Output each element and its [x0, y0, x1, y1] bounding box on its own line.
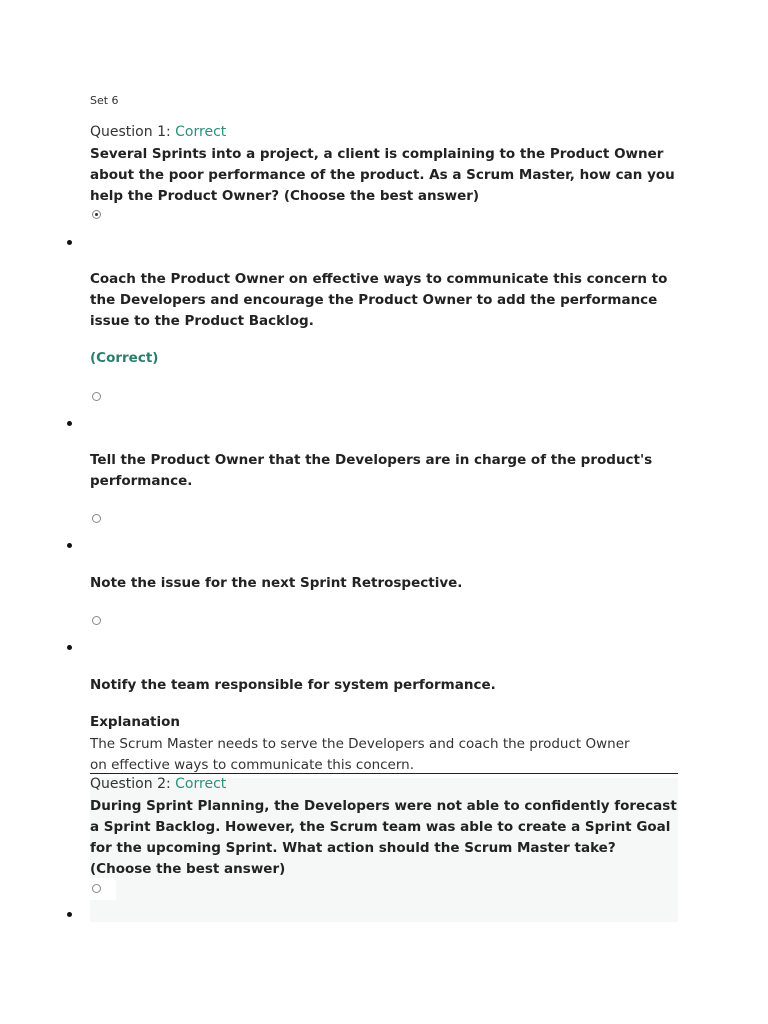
- option-2-radio[interactable]: [92, 392, 101, 401]
- list-bullet: [67, 240, 72, 245]
- list-bullet: [67, 421, 72, 426]
- correct-tag: (Correct): [90, 350, 159, 366]
- question-2-prefix: Question 2:: [90, 776, 171, 792]
- list-bullet: [67, 912, 72, 917]
- explanation-text: The Scrum Master needs to serve the Developers and coach the product Owner on effective ways to communicate this concern.: [90, 736, 630, 773]
- question-1-prefix: Question 1:: [90, 124, 171, 140]
- divider: [90, 773, 678, 774]
- q2-option-1-radio[interactable]: [92, 884, 101, 893]
- option-3-radio[interactable]: [92, 514, 101, 523]
- option-2-text: Tell the Product Owner that the Developers are in charge of the product's performance.: [90, 452, 653, 489]
- set-label: Set 6: [90, 94, 119, 107]
- option-1-radio[interactable]: [92, 210, 101, 219]
- list-bullet: [67, 543, 72, 548]
- question-2-text: During Sprint Planning, the Developers were not able to confidently forecast a Sprint Backlog. However, the Scrum team was able to create a Sprint Goal for the upcoming Sprint. What action should the Scrum Master take? (Choose the best answer): [90, 798, 677, 877]
- question-2-status: Correct: [175, 776, 227, 792]
- explanation-label: Explanation: [90, 714, 181, 730]
- list-bullet: [67, 645, 72, 650]
- option-3-text: Note the issue for the next Sprint Retrospective.: [90, 575, 463, 591]
- question-1-header: [90, 124, 226, 140]
- option-4-text: Notify the team responsible for system performance.: [90, 677, 496, 693]
- question-1-text: Several Sprints into a project, a client is complaining to the Product Owner about the poor performance of the product. As a Scrum Master, how can you help the Product Owner? (Choose the best answer): [90, 146, 675, 204]
- question-1-status: Correct: [175, 124, 227, 140]
- option-1-text: Coach the Product Owner on effective ways to communicate this concern to the Developers and encourage the Product Owner to add the performance issue to the Product Backlog.: [90, 271, 668, 329]
- option-4-radio[interactable]: [92, 616, 101, 625]
- question-2-header: [90, 776, 226, 792]
